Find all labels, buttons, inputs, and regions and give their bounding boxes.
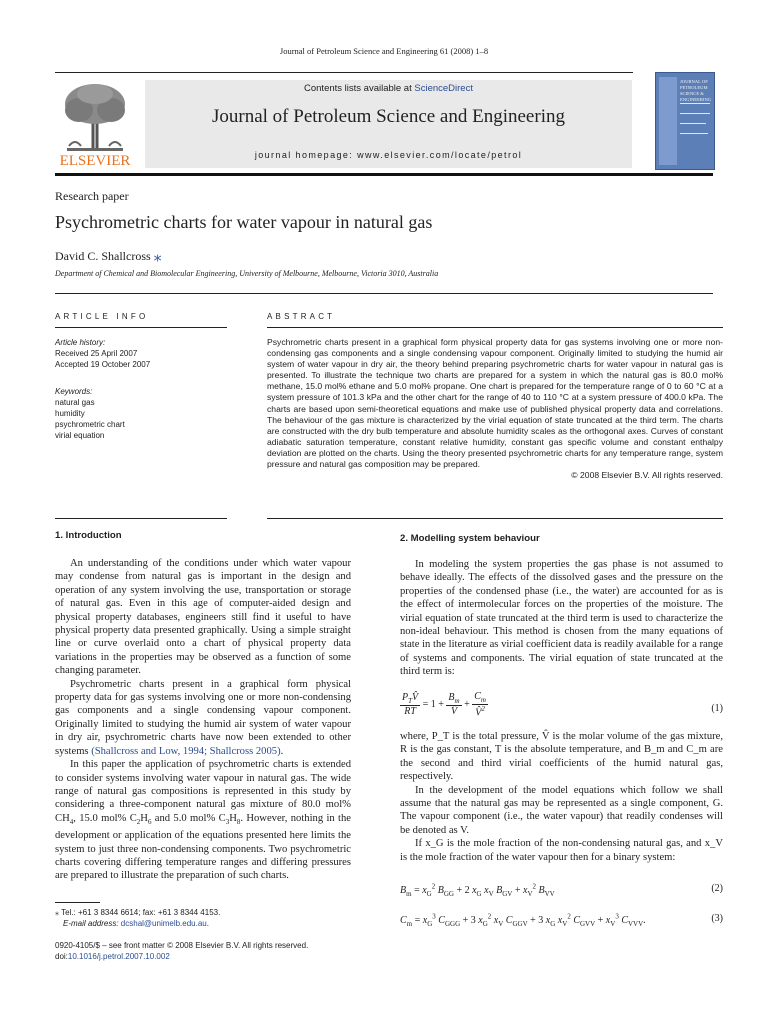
title-rule bbox=[55, 293, 713, 294]
sciencedirect-link[interactable]: ScienceDirect bbox=[414, 83, 473, 94]
subscript: 6 bbox=[147, 817, 152, 826]
doi-label: doi: bbox=[55, 952, 68, 961]
header-thick-rule bbox=[55, 173, 713, 176]
abstract-rule-bottom bbox=[267, 518, 723, 519]
article-info-rule-top bbox=[55, 327, 227, 328]
contents-line bbox=[145, 83, 632, 94]
intro-p3-text: and 5.0 mol% C bbox=[151, 812, 226, 824]
journal-title[interactable]: Journal of Petroleum Science and Engineering bbox=[212, 106, 565, 127]
keywords-label: Keywords: bbox=[55, 387, 93, 396]
intro-heading: 1. Introduction bbox=[55, 530, 122, 541]
cover-title: JOURNAL OF PETROLEUM SCIENCE & ENGINEERING bbox=[680, 79, 712, 102]
eq1-c-fraction: $\frac{C_m}{V̂^2}$ bbox=[474, 691, 486, 719]
equation-1 bbox=[400, 691, 723, 735]
contents-prefix: Contents lists available at bbox=[304, 83, 415, 94]
history-label: Article history: bbox=[55, 338, 106, 347]
email-end: . bbox=[206, 919, 209, 928]
intro-p3-text: H bbox=[229, 812, 237, 824]
accepted-date: Accepted 19 October 2007 bbox=[55, 360, 151, 369]
received-date: Received 25 April 2007 bbox=[55, 349, 138, 358]
modelling-paragraph: In the development of the model equations which follow we shall assume that the natural gas may be represented as a single component, G. The vapour component (i.e., the water vapour) that readily condenses will be denoted as V. bbox=[400, 784, 723, 836]
footnote-tel: Tel.: +61 3 8344 6614; fax: +61 3 8344 4153. bbox=[59, 908, 221, 917]
homepage-line bbox=[145, 150, 632, 160]
equation-2 bbox=[400, 883, 723, 899]
paper-type: Research paper bbox=[55, 189, 129, 203]
equation-1-number: (1) bbox=[711, 703, 723, 714]
keywords-block bbox=[55, 386, 125, 441]
modelling-paragraph: If x_G is the mole fraction of the non-condensing natural gas, and x_V is the mole fraction of the water vapour then for a binary system: bbox=[400, 838, 723, 863]
author-footnote-mark[interactable]: ⁎ bbox=[153, 248, 162, 265]
journal-banner bbox=[145, 80, 632, 168]
modelling-paragraph: where, P_T is the total pressure, V̂ is the molar volume of the gas mixture, R is the gas constant, T is the absolute temperature, and B_m and C_m are the second and third virial coefficients of the humid natural gas, respectively. bbox=[400, 731, 723, 783]
modelling-paragraph: In modeling the system properties the gas phase is not assumed to behave ideally. The effects of the dissolved gases and the pressure on the properties of the condensed phase (i.e., the water) are accounted for as is the effect of intermolecular forces on the properties of the moisture. The virial equation of state truncated at the third term is used to characterize the non-ideal behaviour. This method is chosen from the many equations of state in the literature as virial coefficient data is readily available for a range of systems and components. The virial equation of state truncated at the third term is: bbox=[400, 559, 723, 678]
running-head: Journal of Petroleum Science and Engineering 61 (2008) 1–8 bbox=[279, 46, 489, 56]
equation-1-body: $\frac{P_TV̂}{RT}$ = 1 + $\frac{B_m}{V̂}$ + $\frac{C_m}{V̂^2}$ bbox=[402, 691, 486, 719]
modelling-column-top bbox=[400, 558, 723, 679]
keyword: humidity bbox=[55, 409, 85, 418]
doi-link[interactable]: 10.1016/j.petrol.2007.10.002 bbox=[67, 952, 170, 961]
email-label: E-mail address: bbox=[63, 919, 121, 928]
author-name[interactable]: David C. Shallcross bbox=[55, 249, 151, 263]
article-history bbox=[55, 337, 150, 370]
intro-paragraph: An understanding of the conditions under which water vapour may condense from natural gas is important in the design and operation of any system involving the use, transportation or storage of natural gas. Even in this age of computer-aided design and physical property databases, engineers still find it useful to have physical property data presented graphically. Using a simple straight line or curve overlaid onto a chart of physical property data variations in the properties may be observed as a function of some changing parameter. bbox=[55, 558, 351, 677]
citation-link[interactable]: (Shallcross and Low, 1994; Shallcross 2005) bbox=[91, 745, 281, 757]
front-matter bbox=[55, 940, 308, 962]
modelling-heading: 2. Modelling system behaviour bbox=[400, 533, 540, 544]
abstract-text: Psychrometric charts present in a graphical form physical property data for gas systems involving one or more non-condensing gas components and a single condensing vapour component. Originally limited to studying the humid air system of water vapour in dry air, the theory behind preparing psychrometric charts for water vapour in natural gas is presented. To illustrate the technique two charts are prepared for a system in which the natural gas is 80.0 mol% methane, 15.0 mol% ethane and 5.0 mol% propane. One chart is prepared for the temperature range of 0 to 60 °C at a system pressure of 101.3 kPa and the other chart for the range of 40 to 110 °C at a system pressure of 400.0 kPa. The charts are based upon semi-theoretical equations and make use of published physical property data and correlations. The behaviour of the gas mixture is characterized by the virial equation of state truncated at the third term. The charts are constructed with the dry bulb temperature and absolute humidity scales as the orthogonal axes. Curves of constant adiabatic saturation temperature, constant relative humidity, constant gas specific volume and constant enthalpy deviation are plotted on the charts. Using the theory presented psychrometric charts for any temperature range, system pressure and natural gas composition may be prepared. bbox=[267, 337, 723, 470]
eq1-lhs-fraction: $\frac{P_TV̂}{RT}$ bbox=[402, 692, 419, 718]
intro-column bbox=[55, 557, 351, 883]
footnote-rule bbox=[55, 902, 100, 903]
footnote-tel-line bbox=[55, 907, 220, 918]
article-info-rule-bottom bbox=[55, 518, 227, 519]
footnote-email-line bbox=[55, 918, 220, 929]
equation-3-body: $C_m = x_G^3$ $C_{GGG} + 3$ $x_G^2$ $x_V$ $C_{GGV} + 3$ $x_G$ $x_V^2$ $C_{GVV} + x_V^3$ $C_{VVV}$. bbox=[400, 913, 646, 929]
intro-paragraph bbox=[55, 758, 351, 883]
elsevier-tree-icon bbox=[55, 80, 135, 168]
keyword: psychrometric chart bbox=[55, 420, 125, 429]
subscript: 3 bbox=[225, 817, 230, 826]
intro-p2-end: . bbox=[280, 745, 284, 757]
intro-p3-text: . However, nothing in the development or application of the equations presented here limits the system to just three non-condensing components. Two psychrometric charts covering differing temperature ranges and differing pressures are prepared to illustrate the preparation of such charts. bbox=[55, 812, 351, 882]
author-line bbox=[55, 245, 162, 265]
equation-2-body: $B_m = x_G^2$ $B_{GG} + 2$ $x_G$ $x_V$ $B_{GV} + x_V^2$ $B_{VV}$ bbox=[400, 883, 555, 899]
footnote bbox=[55, 907, 220, 929]
elsevier-logo[interactable] bbox=[55, 80, 135, 168]
abstract-heading: ABSTRACT bbox=[267, 312, 336, 321]
intro-p3-text: , 15.0 mol% C bbox=[73, 812, 137, 824]
article-info-heading: ARTICLE INFO bbox=[55, 312, 149, 321]
equation-3 bbox=[400, 913, 723, 929]
top-rule bbox=[55, 72, 633, 73]
subscript: 8 bbox=[236, 817, 241, 826]
intro-p3-text: In this paper the application of psychrometric charts is extended to consider systems involving water vapour in natural gas. The wide range of natural gas compositions is represented in this study by considering a three-component natural gas mixture of 80.0 mol% CH bbox=[55, 759, 351, 824]
abstract-copyright: © 2008 Elsevier B.V. All rights reserved. bbox=[571, 470, 723, 481]
modelling-column-bottom bbox=[400, 730, 723, 864]
email-link[interactable]: dcshal@unimelb.edu.au bbox=[120, 919, 207, 928]
subscript: 2 bbox=[136, 817, 141, 826]
homepage-url[interactable]: www.elsevier.com/locate/petrol bbox=[357, 150, 523, 160]
keyword: natural gas bbox=[55, 398, 95, 407]
intro-p2-text: Psychrometric charts present in a graphical form physical property data for gas systems involving one or more non-condensing gas components and a single condensing vapour component. Originally limited to studying the humid air system of water vapour in dry air, psychrometric charts have now been extended to other systems bbox=[55, 678, 351, 757]
doi-line bbox=[55, 951, 308, 962]
subscript: 4 bbox=[69, 817, 74, 826]
elsevier-wordmark: ELSEVIER bbox=[59, 153, 131, 168]
footnote-mark: ⁎ bbox=[55, 908, 59, 917]
equation-3-number: (3) bbox=[711, 913, 723, 924]
keyword: virial equation bbox=[55, 431, 105, 440]
abstract-rule-top bbox=[267, 327, 723, 328]
abstract-body bbox=[267, 337, 723, 481]
intro-p3-text: H bbox=[140, 812, 148, 824]
journal-cover-thumbnail[interactable] bbox=[655, 72, 715, 170]
issn-line: 0920-4105/$ – see front matter © 2008 Elsevier B.V. All rights reserved. bbox=[55, 941, 309, 950]
eq1-b-fraction: $\frac{B_m}{V̂}$ bbox=[448, 692, 460, 718]
homepage-label: journal homepage: bbox=[254, 150, 358, 160]
equation-2-number: (2) bbox=[711, 883, 723, 894]
affiliation: Department of Chemical and Biomolecular Engineering, University of Melbourne, Melbourne, Victoria 3010, Australia bbox=[55, 269, 439, 278]
paper-title: Psychrometric charts for water vapour in natural gas bbox=[55, 212, 433, 232]
intro-paragraph bbox=[55, 678, 351, 758]
